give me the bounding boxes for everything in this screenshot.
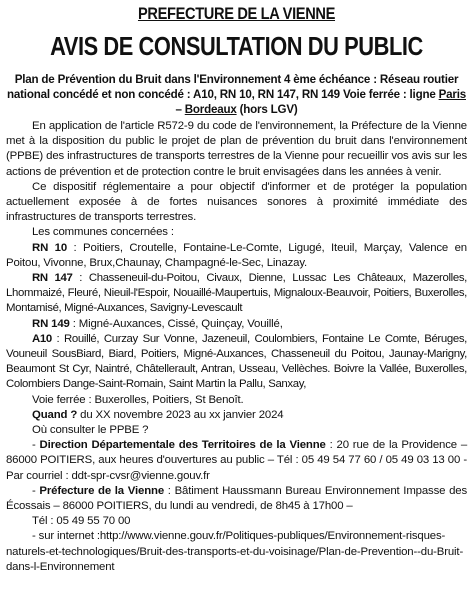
paragraph-application: En application de l'article R572-9 du code de l'environnement, la Préfecture de la Vienne met à la disposition du public le projet de plan de prévention du bruit dans l'environnement (PPBE) des infrastructures de transports terrestres de la Vienne pour recueillir vos avis sur les actions de prévention et de protection contre le bruit envisagées dans les années à venir. [6, 120, 467, 178]
subtitle-bordeaux: Bordeaux [184, 103, 237, 116]
rn147-text: : Chasseneuil-du-Poitou, Civaux, Dienne, Lussac Les Châteaux, Mazerolles, Lhommaizé, Fleuré, Nieuil-l'Espoir, Nouaillé-Maupertuis, Mignaloux-Beauvoir, Poitiers, Buxerolles, Montamisé, Migné-Auxances, Savigny-Levescault [6, 272, 467, 315]
communes-rn147 [6, 271, 467, 317]
communes-label: Les communes concernées : [32, 226, 174, 239]
rn10-text: : Poitiers, Croutelle, Fontaine-Le-Comte, Ligugé, Iteuil, Marçay, Valence en Poitou, Vivonne, Brux,Chaunay, Champagné-le-Sec, Linazay. [6, 241, 467, 269]
prefecture-heading: PREFECTURE DE LA VIENNE [137, 4, 336, 23]
rn10-label: RN 10 [32, 241, 68, 254]
quand-label: Quand ? [32, 408, 78, 421]
notice-title: AVIS DE CONSULTATION DU PUBLIC [50, 31, 423, 61]
paragraph-dispositif: Ce dispositif réglementaire a pour objectif d'informer et de protéger la population actuellement exposée à de fortes nuisances sonores à proximité immédiate des infrastructures de transports terrestres. [6, 180, 467, 224]
pref-prefix: - [32, 484, 40, 497]
communes-a10 [6, 332, 467, 393]
pref-label: Préfecture de la Vienne [39, 484, 165, 497]
communes-rn10 [6, 241, 467, 271]
communes-rn149 [6, 317, 467, 332]
notice-page [0, 4, 473, 605]
rn149-label: RN 149 [32, 317, 70, 330]
quand-line [6, 408, 467, 423]
subtitle-paris: Paris [438, 88, 466, 101]
plan-subtitle [6, 72, 467, 117]
ddt-text: : 20 rue de la Providence – 86000 POITIERS, aux heures d'ouvertures au public – Tél : 05 49 54 77 60 / 05 49 03 13 00 -Par courriel : ddt-spr-cvsr@vienne.gouv.fr [6, 439, 467, 482]
a10-text: : Rouillé, Curzay Sur Vonne, Jazeneuil, Coulombiers, Fontaine Le Comte, Béruges, Vouneuil SousBiard, Biard, Poitiers, Migné-Auxances, Chasseneuil du Poitou, Jaunay-Marigny, Beaumont St Cyr, Naintré, Châtellerault, Antran, Usseau, Vellèches. Boivre la Vallée, Buxerolles, Colombiers Dange-Saint-Romain, Saint Martin la Pallu, Sanxay, [6, 332, 467, 391]
ou-consulter: Où consulter le PPBE ? [32, 424, 149, 437]
a10-label: A10 [32, 332, 52, 345]
quand-text: du XX novembre 2023 au xx janvier 2024 [77, 408, 284, 421]
ddt-prefix: - [32, 439, 40, 452]
rn147-label: RN 147 [32, 272, 73, 285]
communes-voie-ferree: Voie ferrée : Buxerolles, Poitiers, St Benoît. [32, 393, 244, 406]
prefecture-tel: Tél : 05 49 55 70 00 [32, 515, 131, 528]
rn149-text: : Migné-Auxances, Cissé, Quinçay, Vouillé, [69, 317, 283, 330]
pref-text: : Bâtiment Haussmann Bureau Environnement Impasse des Écossais – 86000 POITIERS, du lundi au vendredi, de 8h45 à 17h00 – [6, 484, 467, 513]
internet-link: - sur internet :http://www.vienne.gouv.fr/Politiques-publiques/Environnement-risques-naturels-et-technologiques/Bruit-des-transports-et-du-voisinage/Plan-de-Prevention--du-Bruit-dans-l-Environnement [6, 530, 464, 573]
subtitle-text-c: (hors LGV) [236, 103, 298, 116]
ddt-contact [6, 438, 467, 484]
prefecture-contact [6, 484, 467, 514]
subtitle-text-a: Plan de Prévention du Bruit dans l'Environnement 4 ème échéance : Réseau routier national concédé et non concédé : A10, RN 10, RN 147, RN 149 Voie ferrée : ligne [7, 73, 459, 101]
ddt-label: Direction Départementale des Territoires de la Vienne [39, 439, 326, 452]
subtitle-dash: – [175, 103, 185, 116]
notice-body [6, 119, 467, 575]
